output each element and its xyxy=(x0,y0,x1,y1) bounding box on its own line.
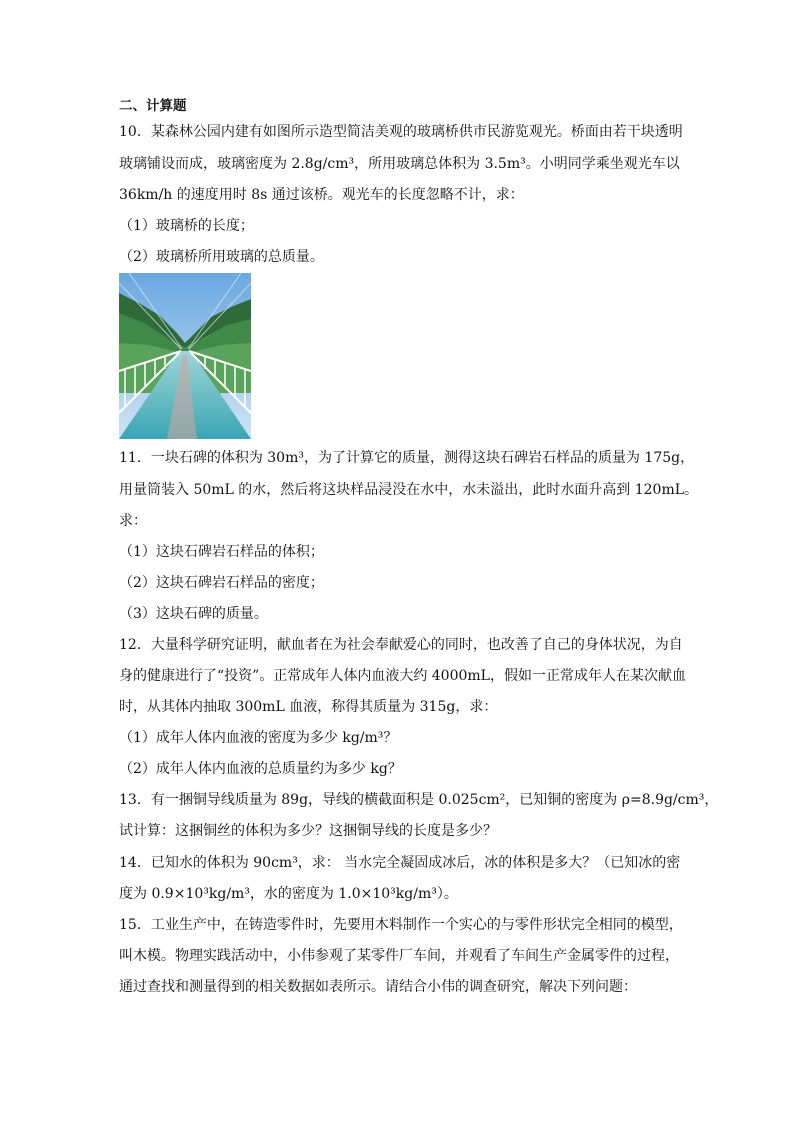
q15-line-2: 叫木模。物理实践活动中，小伟参观了某零件厂车间，并观看了车间生产金属零件的过程， xyxy=(119,948,679,964)
q14-line-2: 度为 0.9×10³kg/m³，水的密度为 1.0×10³kg/m³）。 xyxy=(119,886,458,902)
q11-sub-1: （1）这块石碑岩石样品的体积； xyxy=(119,544,324,560)
glass-bridge-photo xyxy=(119,273,251,439)
section-title: 二、计算题 xyxy=(119,98,187,114)
q12-line-2: 身的健康进行了“投资”。正常成年人体内血液大约 4000mL，假如一正常成年人在某次献血 xyxy=(119,668,686,684)
q11-sub-2: （2）这块石碑岩石样品的密度； xyxy=(119,575,324,591)
q11-line-1: 11．一块石碑的体积为 30m³，为了计算它的质量，测得这块石碑岩石样品的质量为 175g， xyxy=(119,450,695,466)
q11-sub-3: （3）这块石碑的质量。 xyxy=(119,606,268,622)
q12-line-3: 时，从其体内抽取 300mL 血液，称得其质量为 315g，求： xyxy=(119,699,498,715)
q11-line-3: 求： xyxy=(119,513,147,529)
q10-line-3: 36km/h 的速度用时 8s 通过该桥。观光车的长度忽略不计，求： xyxy=(119,187,524,203)
q10-sub-1: （1）玻璃桥的长度； xyxy=(119,218,254,234)
q10-line-2: 玻璃铺设而成，玻璃密度为 2.8g/cm³，所用玻璃总体积为 3.5m³。小明同学乘坐观光车以 xyxy=(119,156,680,172)
q15-line-1: 15．工业生产中，在铸造零件时，先要用木料制作一个实心的与零件形状完全相同的模型， xyxy=(119,917,683,933)
q13-line-1: 13．有一捆铜导线质量为 89g，导线的横截面积是 0.025cm²，已知铜的密度为 ρ=8.9g/cm³， xyxy=(119,792,719,808)
q13-line-2: 试计算：这捆铜丝的体积为多少？这捆铜导线的长度是多少？ xyxy=(119,823,497,839)
q15-line-3: 通过查找和测量得到的相关数据如表所示。请结合小伟的调查研究，解决下列问题： xyxy=(119,979,637,995)
q10-line-1: 10．某森林公园内建有如图所示造型简洁美观的玻璃桥供市民游览观光。桥面由若干块透明 xyxy=(119,124,683,140)
q12-line-1: 12．大量科学研究证明，献血者在为社会奉献爱心的同时，也改善了自己的身体状况，为自 xyxy=(119,637,683,653)
q12-sub-1: （1）成年人体内血液的密度为多少 kg/m³？ xyxy=(119,730,398,746)
q11-line-2: 用量筒装入 50mL 的水，然后将这块样品浸没在水中，水未溢出，此时水面升高到 120mL。 xyxy=(119,482,699,498)
q14-line-1: 14．已知水的体积为 90cm³，求： 当水完全凝固成冰后，冰的体积是多大？（已知冰的密 xyxy=(119,855,681,871)
q10-sub-2: （2）玻璃桥所用玻璃的总质量。 xyxy=(119,249,324,265)
q12-sub-2: （2）成年人体内血液的总质量约为多少 kg？ xyxy=(119,761,402,777)
